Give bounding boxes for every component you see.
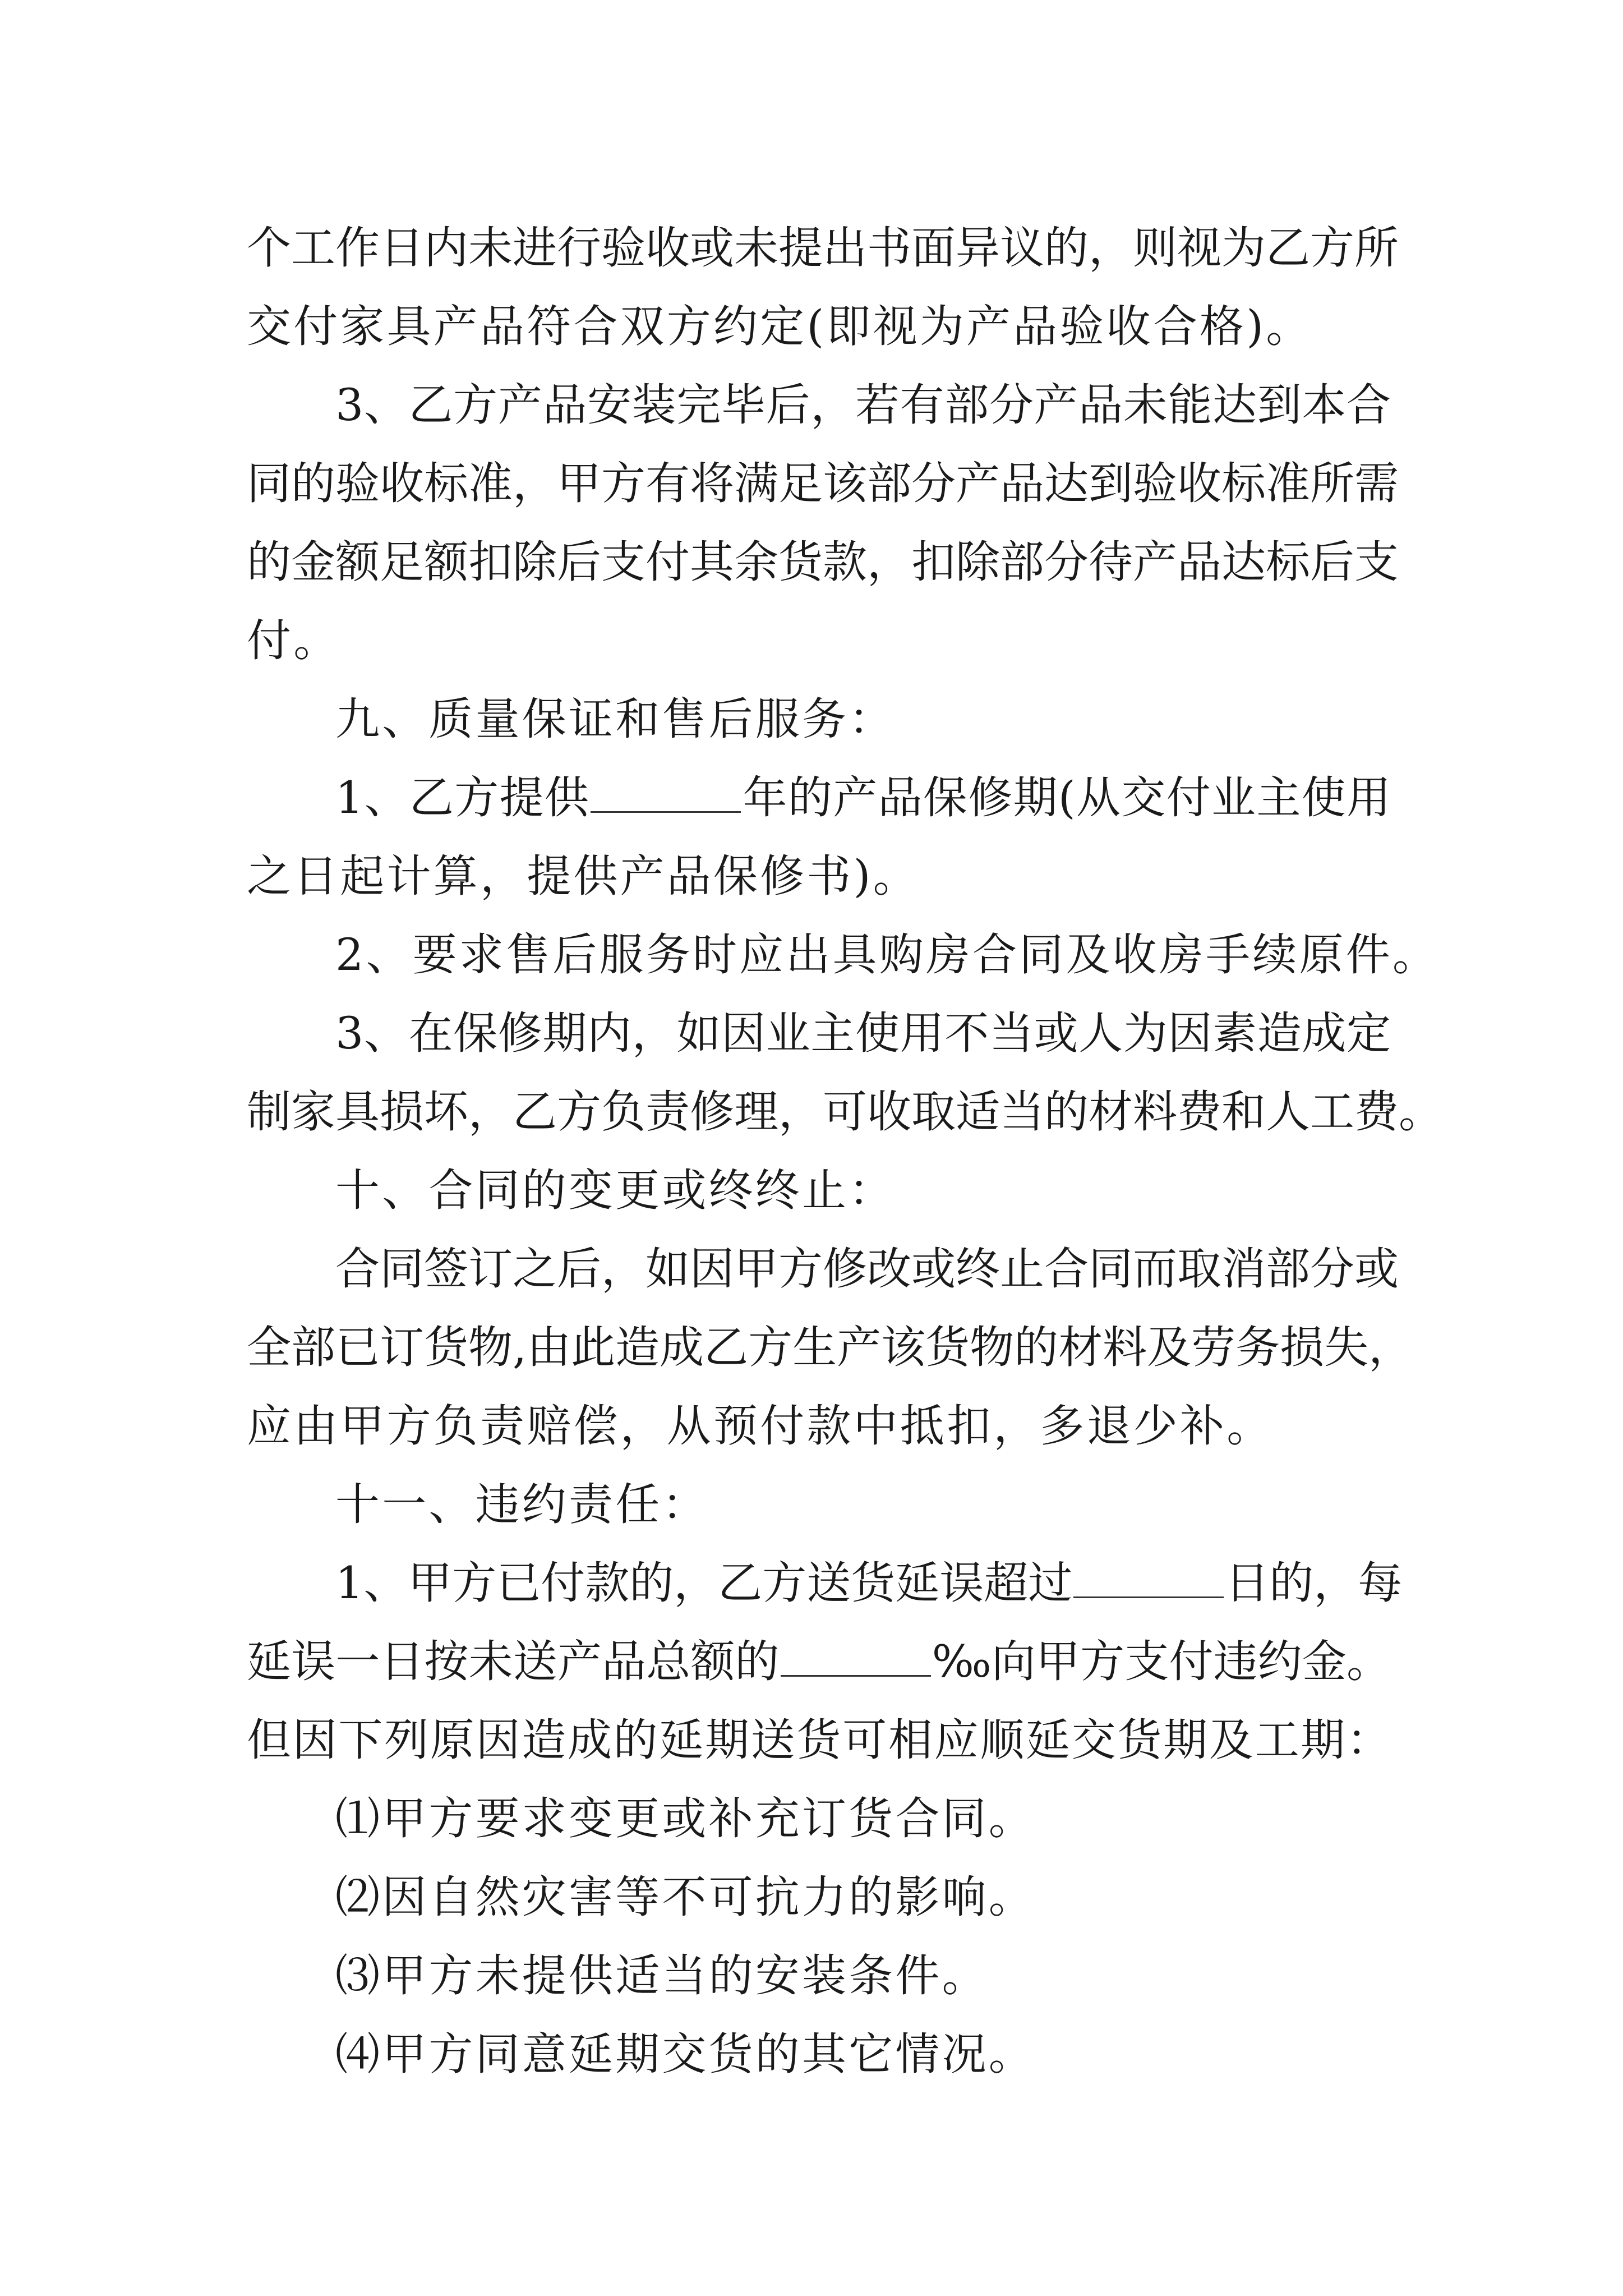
- paragraph-line: 3、在保修期内，如因业主使用不当或人为因素造成定: [335, 1007, 1391, 1059]
- paragraph-line: 合同签订之后，如因甲方修改或终止合同而取消部分或: [335, 1243, 1399, 1295]
- section-heading: 十、合同的变更或终终止：: [335, 1165, 896, 1216]
- paragraph-line: 2、要求售后服务时应出具购房合同及收房手续原件。: [335, 929, 1440, 981]
- fill-in-blank: [591, 777, 741, 813]
- paragraph-line: 个工作日内未进行验收或未提出书面异议的，则视为乙方所: [247, 222, 1399, 274]
- paragraph-line: 之日起计算，提供产品保修书)。: [247, 850, 920, 902]
- list-item: ⑴甲方要求变更或补充订货合同。: [335, 1793, 1035, 1844]
- fill-in-blank: [1073, 1563, 1224, 1598]
- line-text: 年的产品保修期(从交付业主使用: [742, 772, 1391, 823]
- paragraph-line: 交付家具产品符合双方约定(即视为产品验收合格)。: [247, 301, 1313, 352]
- paragraph-line: 同的验收标准，甲方有将满足该部分产品达到验收标准所需: [247, 458, 1399, 509]
- list-item: ⑶甲方未提供适当的安装条件。: [335, 1950, 989, 2001]
- line-text: 日的，每: [1225, 1557, 1403, 1609]
- paragraph-line: 付。: [247, 615, 340, 666]
- paragraph-line: 但因下列原因造成的延期送货可相应顺延交货期及工期：: [247, 1714, 1391, 1766]
- section-heading: 十一、违约责任：: [335, 1479, 709, 1530]
- paragraph-line: [247, 1544, 1403, 1622]
- paragraph-line: 应由甲方负责赔偿，从预付款中抵扣，多退少补。: [247, 1400, 1274, 1452]
- paragraph-line: [247, 758, 1391, 837]
- list-item: ⑷甲方同意延期交货的其它情况。: [335, 2028, 1035, 2080]
- line-text: 1、乙方提供: [335, 772, 590, 823]
- section-heading: 九、质量保证和售后服务：: [335, 693, 896, 745]
- paragraph-line: 全部已订货物,由此造成乙方生产该货物的材料及劳务损失，: [247, 1322, 1413, 1373]
- line-text: ‰向甲方支付违约金。: [932, 1636, 1391, 1687]
- fill-in-blank: [781, 1641, 931, 1677]
- paragraph-line: 3、乙方产品安装完毕后，若有部分产品未能达到本合: [335, 379, 1391, 431]
- paragraph-line: 制家具损坏，乙方负责修理，可收取适当的材料费和人工费。: [247, 1086, 1443, 1138]
- line-text: 延误一日按未送产品总额的: [247, 1636, 780, 1687]
- line-text: 1、甲方已付款的，乙方送货延误超过: [335, 1557, 1073, 1609]
- document-page: [247, 209, 1443, 2093]
- list-item: ⑵因自然灾害等不可抗力的影响。: [335, 1871, 1035, 1923]
- paragraph-line: [247, 1622, 1391, 1701]
- paragraph-line: 的金额足额扣除后支付其余货款，扣除部分待产品达标后支: [247, 536, 1399, 588]
